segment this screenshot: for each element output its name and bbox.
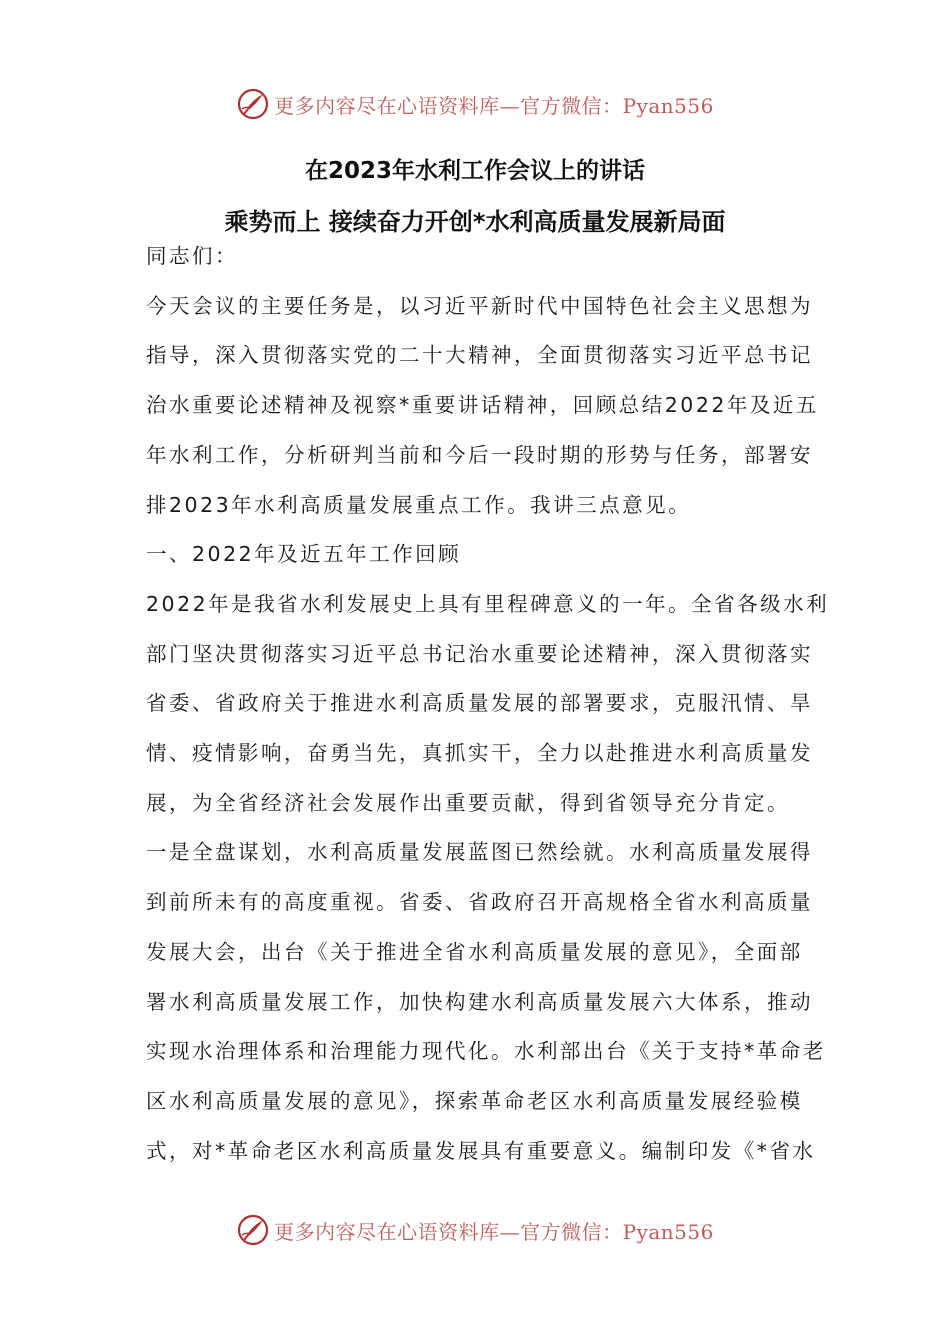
text-line: 今天会议的主要任务是，以习近平新时代中国特色社会主义思想为 [146,293,813,318]
watermark-text: 更多内容尽在心语资料库—官方微信：Pyan556 [274,93,714,118]
speech-body [146,232,830,1176]
speech-title: 在2023年水利工作会议上的讲话 [304,158,645,184]
text-line: 署水利高质量发展工作，加快构建水利高质量发展六大体系，推动 [146,989,813,1014]
text-line: 式，对*革命老区水利高质量发展具有重要意义。编制印发《*省水 [146,1138,816,1163]
watermark-text: 更多内容尽在心语资料库—官方微信：Pyan556 [274,1219,714,1244]
text-line: 到前所未有的高度重视。省委、省政府召开高规格全省水利高质量 [146,890,813,915]
text-line: 省委、省政府关于推进水利高质量发展的部署要求，克服汛情、旱 [146,691,813,716]
header-watermark-banner [0,84,950,124]
text-line: 指导，深入贯彻落实党的二十大精神，全面贯彻落实习近平总书记 [146,343,813,368]
text-line: 同志们： [146,244,238,268]
text-line: 实现水治理体系和治理能力现代化。水利部出台《关于支持*革命老 [146,1039,826,1064]
text-line: 治水重要论述精神及视察*重要讲话精神，回顾总结2022年及近五 [146,393,819,418]
paragraph-planning [146,828,826,1176]
section-heading-1 [146,530,808,580]
text-line: 情、疫情影响，奋勇当先，真抓实干，全力以赴推进水利高质量发 [146,741,813,766]
text-line: 年水利工作，分析研判当前和今后一段时期的形势与任务，部署安 [146,442,813,467]
paragraph-salutation [146,232,808,282]
text-line: 区水利高质量发展的意见》，探索革命老区水利高质量发展经验模 [146,1088,803,1113]
text-line: 展，为全省经济社会发展作出重要贡献，得到省领导充分肯定。 [146,790,790,815]
footer-watermark-banner [0,1210,950,1250]
text-line: 一、2022年及近五年工作回顾 [146,542,462,567]
text-line: 2022年是我省水利发展史上具有里程碑意义的一年。全省各级水利 [146,591,830,616]
paragraph-intro [146,282,819,531]
paragraph-review-2022 [146,580,830,829]
text-line: 排2023年水利高质量发展重点工作。我讲三点意见。 [146,492,692,517]
text-line: 部门坚决贯彻落实习近平总书记治水重要论述精神，深入贯彻落实 [146,641,813,666]
text-line: 发展大会，出台《关于推进全省水利高质量发展的意见》，全面部 [146,939,803,964]
quill-logo-icon [236,1213,270,1247]
text-line: 一是全盘谋划，水利高质量发展蓝图已然绘就。水利高质量发展得 [146,840,813,865]
speech-subtitle: 乘势而上 接续奋力开创*水利高质量发展新局面 [224,208,726,236]
quill-logo-icon [236,87,270,121]
